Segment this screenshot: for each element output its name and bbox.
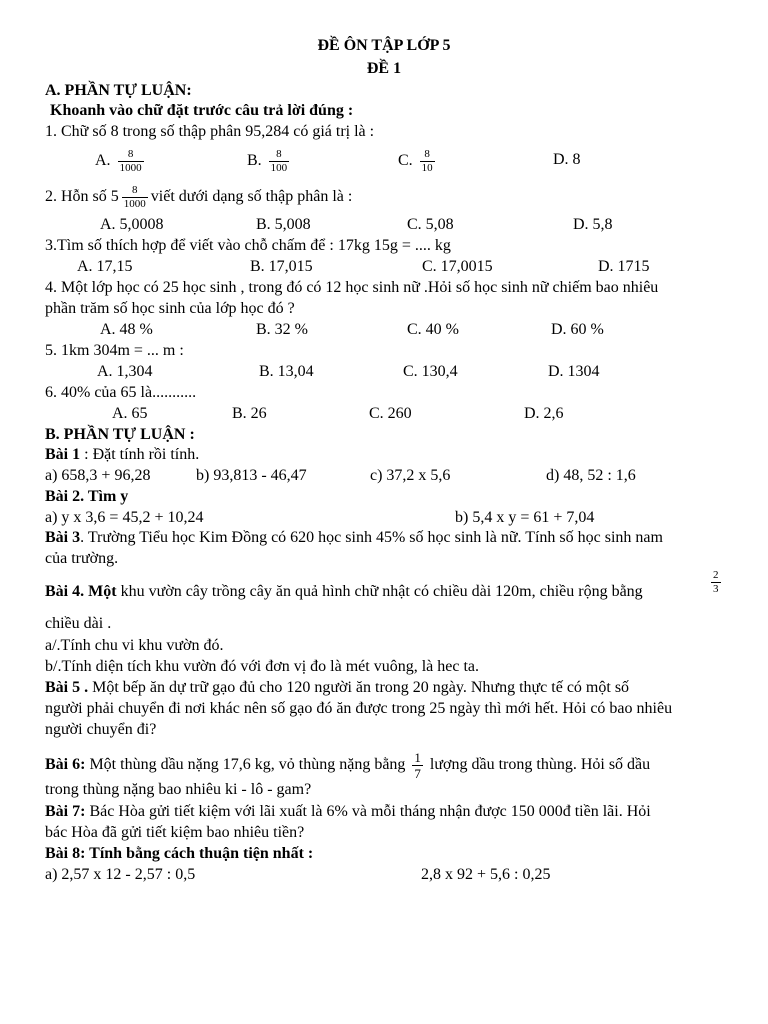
q4-option-a: A. 48 %: [100, 321, 153, 338]
q1-b-fraction: $\frac{8}{100}$: [270, 148, 288, 174]
q3-option-b: B. 17,015: [250, 258, 313, 275]
page-subtitle: ĐỀ 1: [366, 60, 402, 77]
q6-option-a: A. 65: [112, 405, 148, 422]
bai3-text: . Trường Tiểu học Kim Đồng có 620 học sinh 45% số học sinh là nữ. Tính số học sinh nam: [80, 529, 663, 546]
bai4-line1-pre: Một: [88, 583, 117, 600]
bai7-label: Bài 7:: [45, 803, 86, 820]
bai5-line3: người chuyển đi?: [45, 721, 157, 738]
q3-option-c: C. 17,0015: [422, 258, 493, 275]
q5-option-b: B. 13,04: [259, 363, 314, 380]
q6-option-c: C. 260: [369, 405, 412, 422]
q3-option-a: A. 17,15: [77, 258, 133, 275]
part-b-heading: B. PHẦN TỰ LUẬN :: [45, 426, 195, 443]
q5-option-c: C. 130,4: [403, 363, 458, 380]
q1-option-d: D. 8: [553, 151, 581, 168]
q2-option-c: C. 5,08: [407, 216, 454, 233]
q2-pre: 2. Hỗn số 5: [45, 188, 119, 206]
bai8-label: Bài 8: Tính bằng cách thuận tiện nhất :: [45, 845, 314, 862]
bai2-b: b) 5,4 x y = 61 + 7,04: [455, 509, 595, 526]
bai7-line2: bác Hòa đã gửi tiết kiệm bao nhiêu tiền?: [45, 824, 305, 841]
q1-c-label: C.: [398, 152, 413, 170]
q5-option-a: A. 1,304: [97, 363, 153, 380]
bai1-item-b: b) 93,813 - 46,47: [196, 467, 307, 484]
q4-line2: phần trăm số học sinh của lớp học đó ?: [45, 300, 295, 317]
q4-option-c: C. 40 %: [407, 321, 459, 338]
bai2-label: Bài 2. Tìm y: [45, 488, 129, 505]
part-a-instruction: Khoanh vào chữ đặt trước câu trả lời đúng :: [50, 102, 354, 119]
bai8-b: 2,8 x 92 + 5,6 : 0,25: [421, 866, 551, 883]
q2-post: viết dưới dạng số thập phân là :: [150, 188, 353, 206]
q2-option-b: B. 5,008: [256, 216, 311, 233]
q3-option-d: D. 1715: [598, 258, 650, 275]
q6-option-b: B. 26: [232, 405, 267, 422]
bai7-text: Bác Hòa gửi tiết kiệm với lãi xuất là 6% và mỗi tháng nhận được 150 000đ tiền lãi. Hỏi: [85, 803, 651, 820]
bai1-item-a: a) 658,3 + 96,28: [45, 467, 151, 484]
q1-a-fraction: $\frac{8}{1000}$: [119, 148, 142, 174]
bai1-item-d: d) 48, 52 : 1,6: [546, 467, 636, 484]
bai6-line2: trong thùng nặng bao nhiêu ki - lô - gam?: [45, 781, 312, 798]
bai4-line1: [45, 582, 643, 602]
bai6-post: lượng dầu trong thùng. Hỏi số dầu: [429, 756, 651, 774]
page-title: ĐỀ ÔN TẬP LỚP 5: [317, 37, 451, 54]
q5-text: 5. 1km 304m = ... m :: [45, 342, 184, 359]
part-a-heading: A. PHẦN TỰ LUẬN:: [45, 82, 192, 99]
q1-option-c: [398, 148, 438, 175]
q4-line1: 4. Một lớp học có 25 học sinh , trong đó có 12 học sinh nữ .Hỏi số học sinh nữ chiếm bao nhiêu: [45, 279, 659, 296]
bai4-fraction: $\frac{2}{3}$: [713, 569, 719, 595]
bai3-line1: [45, 528, 663, 548]
bai6-fraction: $\frac{1}{7}$: [414, 750, 421, 781]
bai1-item-c: c) 37,2 x 5,6: [370, 467, 451, 484]
bai1-title: [45, 445, 199, 465]
bai1-text: : Đặt tính rồi tính.: [80, 446, 200, 463]
bai4-line3: a/.Tính chu vi khu vườn đó.: [45, 637, 224, 654]
bai7-line1: [45, 802, 651, 822]
bai2-a: a) y x 3,6 = 45,2 + 10,24: [45, 509, 204, 526]
q6-option-d: D. 2,6: [524, 405, 564, 422]
bai5-label: Bài 5 .: [45, 679, 89, 696]
q1-option-b: [247, 148, 292, 175]
bai3-line2: của trường.: [45, 550, 119, 567]
bai6-label: Bài 6:: [45, 756, 86, 774]
q1-option-a: [95, 148, 147, 175]
q2-option-d: D. 5,8: [573, 216, 613, 233]
bai5-line2: người phải chuyển đi nơi khác nên số gạo đó ăn được trong 25 ngày thì mới hết. Hỏi có bao nhiêu: [45, 700, 673, 717]
q2-option-a: A. 5,0008: [100, 216, 164, 233]
q4-option-d: D. 60 %: [551, 321, 604, 338]
q2-text: [45, 184, 352, 211]
q4-option-b: B. 32 %: [256, 321, 308, 338]
bai1-label: Bài 1: [45, 446, 81, 463]
q1-a-label: A.: [95, 152, 111, 170]
bai4-line1-text: khu vườn cây trồng cây ăn quả hình chữ nhật có chiều dài 120m, chiều rộng bằng: [116, 583, 643, 600]
q1-text: 1. Chữ số 8 trong số thập phân 95,284 có giá trị là :: [45, 123, 375, 140]
bai8-a: a) 2,57 x 12 - 2,57 : 0,5: [45, 866, 196, 883]
bai5-line1: [45, 678, 629, 698]
bai4-line4: b/.Tính diện tích khu vườn đó với đơn vị đo là mét vuông, là hec ta.: [45, 658, 479, 675]
q2-fraction: $\frac{8}{1000}$: [123, 184, 146, 210]
q5-option-d: D. 1304: [548, 363, 600, 380]
q1-c-fraction: $\frac{8}{10}$: [421, 148, 433, 174]
bai6-pre: Một thùng dầu nặng 17,6 kg, vỏ thùng nặng bằng: [85, 756, 406, 774]
bai3-label: Bài 3: [45, 529, 81, 546]
q1-b-label: B.: [247, 152, 262, 170]
bai4-line2: chiều dài .: [45, 615, 112, 632]
bai4-label: Bài 4.: [45, 583, 85, 600]
q6-text: 6. 40% của 65 là...........: [45, 384, 197, 401]
bai6-line1: [45, 750, 650, 781]
q3-text: 3.Tìm số thích hợp để viết vào chỗ chấm để : 17kg 15g = .... kg: [45, 237, 451, 254]
bai5-text: Một bếp ăn dự trữ gạo đủ cho 120 người ăn trong 20 ngày. Nhưng thực tế có một số: [88, 679, 630, 696]
